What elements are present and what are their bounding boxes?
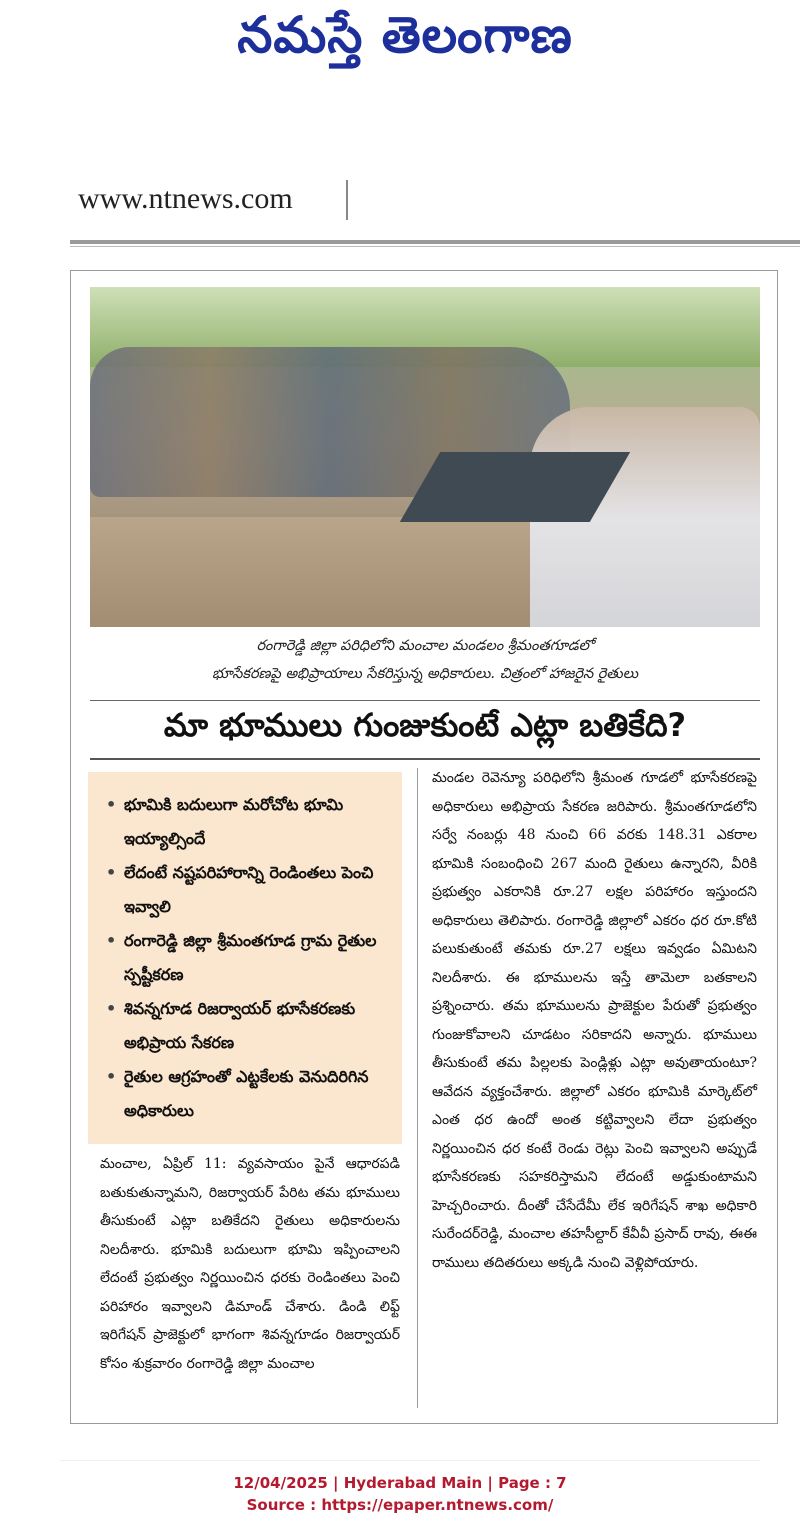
column-divider [417, 768, 418, 1408]
website-url: www.ntnews.com [78, 182, 293, 215]
masthead-rule-thin [70, 246, 800, 247]
article-headline: మా భూములు గుంజుకుంటే ఎట్లా బతికేది? [163, 706, 687, 744]
footer-rule [60, 1460, 760, 1461]
masthead-rule [70, 240, 800, 244]
highlight-item: • శివన్నగూడ రిజర్వాయర్ భూసేకరణకు అభిప్రాయ సేకరణ [106, 992, 390, 1060]
photo-table [400, 452, 630, 522]
headline-rule [90, 758, 760, 760]
edition-info: 12/04/2025 | Hyderabad Main | Page : 7 [233, 1474, 567, 1492]
article-body-left: మంచాల, ఏప్రిల్ 11: వ్యవసాయం పైనే ఆధారపడి బతుకుతున్నామని, రిజర్వాయర్ పేరిట తమ భూములు తీసుకుంటే ఎట్లా బతికేదని రైతులు అధికారులను నిలదీశారు. భూమికి బదులుగా భూమి ఇప్పించాలని లేదంటే ప్రభుత్వం నిర్ణయించిన ధరకు రెండింతలు పెంచి పరిహారం ఇవ్వాలని డిమాండ్ చేశారు. డిండి లిఫ్ట్ ఇరిగేషన్ ప్రాజెక్టులో భాగంగా శివన్నగూడం రిజర్వాయర్ కోసం శుక్రవారం రంగారెడ్డి జిల్లా మంచాల [100, 1156, 400, 1372]
page-footer [0, 1472, 800, 1516]
highlight-item: • రైతుల ఆగ్రహంతో ఎట్టకేలకు వెనుదిరిగిన అధికారులు [106, 1060, 390, 1128]
highlights-list [88, 772, 402, 1128]
highlight-item: • భూమికి బదులుగా మరోచోట భూమి ఇయ్యాల్సిందే [106, 788, 390, 856]
highlight-item: • లేదంటే నష్టపరిహారాన్ని రెండింతలు పెంచి ఇవ్వాలి [106, 856, 390, 924]
newspaper-logo: నమస్తే తెలంగాణ [237, 6, 573, 64]
caption-rule [90, 700, 760, 701]
masthead-divider [346, 180, 348, 220]
caption-line-1: రంగారెడ్డి జిల్లా పరిధిలోని మంచాల మండలం శ్రీమంతగూడలో [256, 638, 594, 654]
masthead [0, 0, 800, 150]
photo-caption [90, 632, 760, 688]
source-url[interactable]: Source : https://epaper.ntnews.com/ [246, 1496, 554, 1514]
highlights-box [88, 772, 402, 1144]
highlight-item: • రంగారెడ్డి జిల్లా శ్రీమంతగూడ గ్రామ రైతుల స్పష్టీకరణ [106, 924, 390, 992]
news-photo [90, 287, 760, 627]
caption-line-2: భూసేకరణపై అభిప్రాయాలు సేకరిస్తున్న అధికారులు. చిత్రంలో హాజరైన రైతులు [212, 666, 638, 682]
article-body-right: మండల రెవెన్యూ పరిధిలోని శ్రీమంత గూడలో భూసేకరణపై అధికారులు అభిప్రాయ సేకరణ జరిపారు. శ్రీమంతగూడలోని సర్వే నంబర్లు 48 నుంచి 66 వరకు 148.31 ఎకరాల భూమికి సంబంధించి 267 మంది రైతులు ఉన్నారని, వీరికి ప్రభుత్వం ఎకరానికి రూ.27 లక్షల పరిహారం ఇస్తుందని అధికారులు తెలిపారు. రంగారెడ్డి జిల్లాలో ఎకరం ధర రూ.కోటి పలుకుతుంటే తమకు రూ.27 లక్షలు ఇవ్వడం ఏమిటని నిలదీశారు. ఈ భూములను ఇస్తే తామెలా బతకాలని ప్రశ్నించారు. తమ భూములను ప్రాజెక్టుల పేరుతో ప్రభుత్వం గుంజుకోవాలని చూడటం సరికాదని అన్నారు. భూములు తీసుకుంటే తమ పిల్లలకు పెండ్లిళ్లు ఎట్లా అవుతాయంటూ? ఆవేదన వ్యక్తంచేశారు. జిల్లాలో ఎకరం భూమికి మార్కెట్‌లో ఎంత ధర ఉందో అంత కట్టివ్వాలని లేదా ప్రభుత్వం నిర్ణయించిన ధర కంటే రెండు రెట్లు పెంచి ఇవ్వాలని అప్పుడే భూసేకరణకు సహకరిస్తామని లేదంటే అడ్డుకుంటామని హెచ్చరించారు. దీంతో చేసేదేమీ లేక ఇరిగేషన్ శాఖ అధికారి సురేందర్‌రెడ్డి, మంచాల తహసీల్దార్ కేవీవీ ప్రసాద్ రావు, ఈఈ రాములు తదితరులు అక్కడి నుంచి వెళ్లిపోయారు. [432, 770, 757, 1271]
